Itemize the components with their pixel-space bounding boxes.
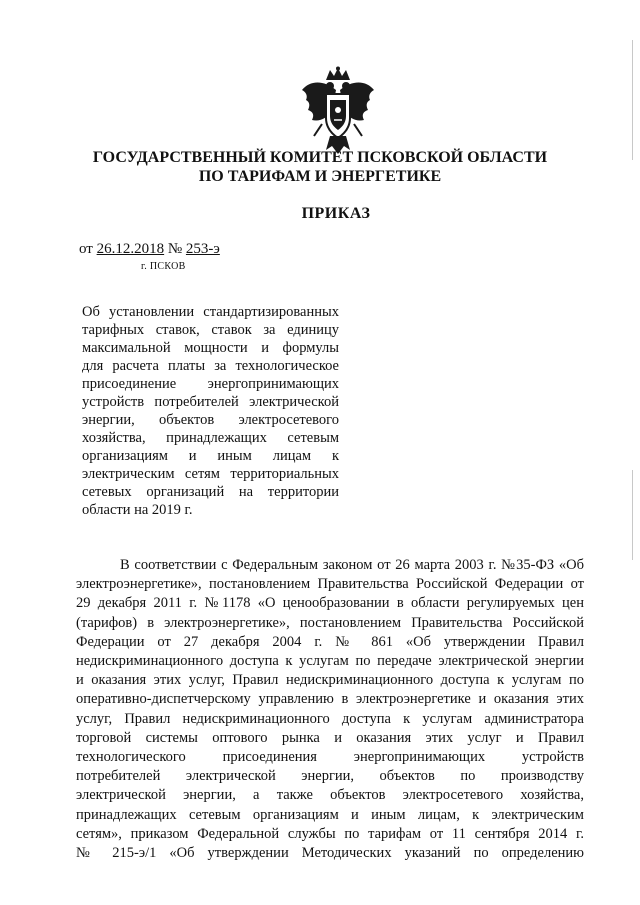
- subject-line: присоединение энергопринимающих: [82, 376, 339, 392]
- body-line: потребителей электрической энергии, объектов по производству: [76, 768, 584, 785]
- body-line: принадлежащих сетевым организациям и иным лицам, к электрическим: [76, 806, 584, 823]
- subject-line: электрическим сетям территориальных: [82, 466, 339, 482]
- body-line: Федерации от 27 декабря 2004 г. № 861 «Об утверждении Правил: [76, 633, 584, 650]
- subject-line: организациям и иным лицам к: [82, 448, 339, 464]
- document-type-title: ПРИКАЗ: [301, 205, 371, 222]
- body-line: сетям», приказом Федеральной службы по тарифам от 11 сентября 2014 г.: [76, 825, 584, 842]
- number-prefix: №: [167, 241, 183, 257]
- body-line: № 215-э/1 «Об утверждении Методических указаний по определению: [76, 845, 584, 862]
- authority-name: [0, 148, 640, 186]
- body-line: электроэнергетике», постановлением Правительства Российской Федерации от: [76, 576, 584, 593]
- order-subject: [82, 303, 339, 519]
- subject-line: Об установлении стандартизированных: [82, 304, 339, 320]
- subject-line: устройств потребителей электрической: [82, 394, 339, 410]
- scan-edge-mark: [632, 40, 633, 160]
- body-paragraph: [76, 556, 584, 863]
- date-number-line: [79, 241, 220, 258]
- order-number: 253-э: [185, 241, 220, 257]
- authority-line-1: ГОСУДАРСТВЕННЫЙ КОМИТЕТ ПСКОВСКОЙ ОБЛАСТИ: [92, 149, 548, 166]
- coat-of-arms-emblem: [296, 66, 380, 156]
- subject-line: хозяйства, принадлежащих сетевым: [82, 430, 339, 446]
- order-date: 26.12.2018: [96, 241, 165, 257]
- scan-edge-mark: [632, 470, 633, 560]
- body-line: 29 декабря 2011 г. №1178 «О ценообразовании в области регулируемых цен: [76, 595, 584, 612]
- subject-line: максимальной мощности и формулы: [82, 340, 339, 356]
- body-line: электрической энергии, а также объектов электросетевого хозяйства,: [76, 787, 584, 804]
- body-line: и оказания этих услуг, Правил недискриминационного доступа к услугам по: [76, 672, 584, 689]
- subject-line: сетевых организаций на территории: [82, 484, 339, 500]
- body-line: оперативно-диспетчерскому управлению в электроэнергетике и оказания этих: [76, 691, 584, 708]
- subject-line: энергии, объектов электросетевого: [82, 412, 339, 428]
- date-prefix: от: [79, 241, 93, 257]
- body-line: (тарифов) в электроэнергетике», постановлением Правительства Российской: [76, 614, 584, 631]
- subject-line: области на 2019 г.: [82, 502, 193, 518]
- body-line: недискриминационного доступа к услугам по передаче электрической энергии: [76, 653, 584, 670]
- city-label: г. ПСКОВ: [141, 261, 186, 272]
- subject-line: тарифных ставок, ставок за единицу: [82, 322, 339, 338]
- body-line: услуг, Правил недискриминационного доступа к услугам администратора: [76, 710, 584, 727]
- subject-line: для расчета платы за технологическое: [82, 358, 339, 374]
- body-line: технологического присоединения энергопринимающих устройств: [76, 749, 584, 766]
- authority-line-2: ПО ТАРИФАМ И ЭНЕРГЕТИКЕ: [198, 168, 442, 185]
- body-line: В соответствии с Федеральным законом от 26 марта 2003 г. №35-ФЗ «Об: [120, 557, 584, 573]
- body-line: торговой системы оптового рынка и оказания этих услуг и Правил: [76, 729, 584, 746]
